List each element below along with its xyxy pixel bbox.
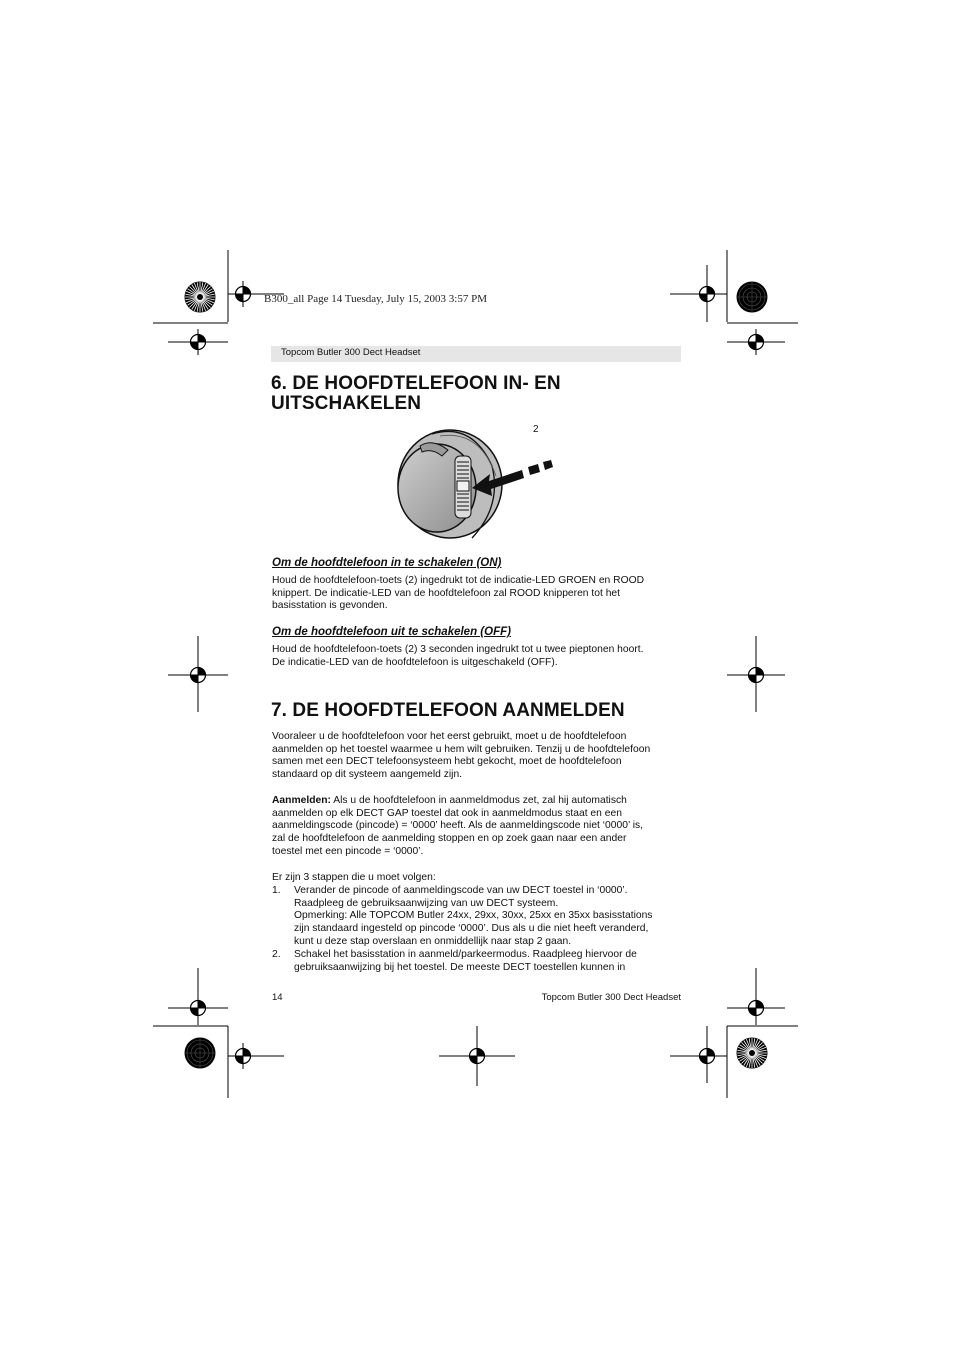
text-line: standaard op dit systeem aangemeld zijn. (272, 769, 463, 781)
running-header-title: Topcom Butler 300 Dect Headset (281, 347, 421, 358)
figure-label: 2 (533, 424, 539, 435)
headset-button-illustration (392, 426, 562, 544)
text-line: samen met een DECT telefoonsysteem hebt gekocht, moet de hoofdtelefoon (272, 756, 622, 768)
text-line: Raadpleeg de gebruiksaanwijzing van uw DECT systeem. (294, 897, 559, 909)
section-6-heading-line1: 6. DE HOOFDTELEFOON IN- EN (271, 373, 561, 394)
text-line: De indicatie-LED van de hoofdtelefoon is uitgeschakeld (OFF). (272, 656, 558, 668)
steps-list (272, 872, 687, 974)
paragraph-intro (272, 731, 687, 782)
text-line: aanmelden op het toestel waarmee u hem wilt gebruiken. Tenzij u de hoofdtelefoon (272, 743, 651, 755)
text-line: zal de hoofdtelefoon de aanmelding stoppen en op zoek gaan naar een ander (272, 833, 627, 845)
text-line: gebruiksaanwijzing bij het toestel. De meeste DECT toestellen kunnen in (294, 961, 626, 973)
list-item (272, 885, 687, 949)
text-line: knippert. De indicatie-LED van de hoofdtelefoon zal ROOD knipperen tot het (272, 587, 621, 599)
text-line: Schakel het basisstation in aanmeld/parkeermodus. Raadpleeg hiervoor de (294, 948, 637, 960)
paragraph-aanmelden (272, 795, 687, 859)
print-slug: B300_all Page 14 Tuesday, July 15, 2003 3:57 PM (264, 293, 487, 305)
section-7-heading: 7. DE HOOFDTELEFOON AANMELDEN (271, 700, 625, 721)
step-number: 1. (272, 884, 281, 896)
section-6-heading-line2: UITSCHAKELEN (271, 393, 422, 414)
text-line: aanmelden op elk DECT GAP toestel dat ook in aanmeldmodus staat en een (272, 807, 622, 819)
text-line: Houd de hoofdtelefoon-toets (2) ingedrukt tot de indicatie-LED GROEN en ROOD (272, 575, 645, 586)
text-line: zijn standaard ingesteld op pincode ‘0000’. Dus als u die niet heeft veranderd, (294, 923, 649, 935)
footer-title: Topcom Butler 300 Dect Headset (541, 992, 681, 1003)
text-line: Als u de hoofdtelefoon in aanmeldmodus zet, zal hij automatisch (330, 795, 627, 806)
section-6-heading (271, 374, 691, 414)
page-number: 14 (272, 992, 283, 1003)
text-line: kunt u deze stap overslaan en onmiddellijk naar stap 2 gaan. (294, 935, 572, 947)
list-item (272, 949, 687, 975)
paragraph-off (272, 644, 687, 669)
text-line: Verander de pincode of aanmeldingscode van uw DECT toestel in ‘0000’. (294, 884, 628, 896)
step-number: 2. (272, 948, 281, 960)
text-line: toestel met een pincode = ‘0000’. (272, 845, 424, 857)
text-line: Houd de hoofdtelefoon-toets (2) 3 seconden ingedrukt tot u twee pieptonen hoort. (272, 644, 644, 655)
text-line: aanmeldingscode (pincode) = ‘0000’ heeft. Als de aanmeldingscode niet ‘0000’ is, (272, 820, 644, 832)
steps-intro: Er zijn 3 stappen die u moet volgen: (272, 872, 436, 883)
aanmelden-label: Aanmelden: (272, 795, 331, 806)
text-line: basisstation is gevonden. (272, 600, 388, 612)
paragraph-on (272, 575, 687, 613)
text-line: Opmerking: Alle TOPCOM Butler 24xx, 29xx, 30xx, 25xx en 35xx basisstations (294, 910, 653, 922)
subheading-on: Om de hoofdtelefoon in te schakelen (ON) (272, 557, 502, 569)
subheading-off: Om de hoofdtelefoon uit te schakelen (OFF) (272, 626, 511, 638)
text-line: Vooraleer u de hoofdtelefoon voor het eerst gebruikt, moet u de hoofdtelefoon (272, 731, 627, 742)
